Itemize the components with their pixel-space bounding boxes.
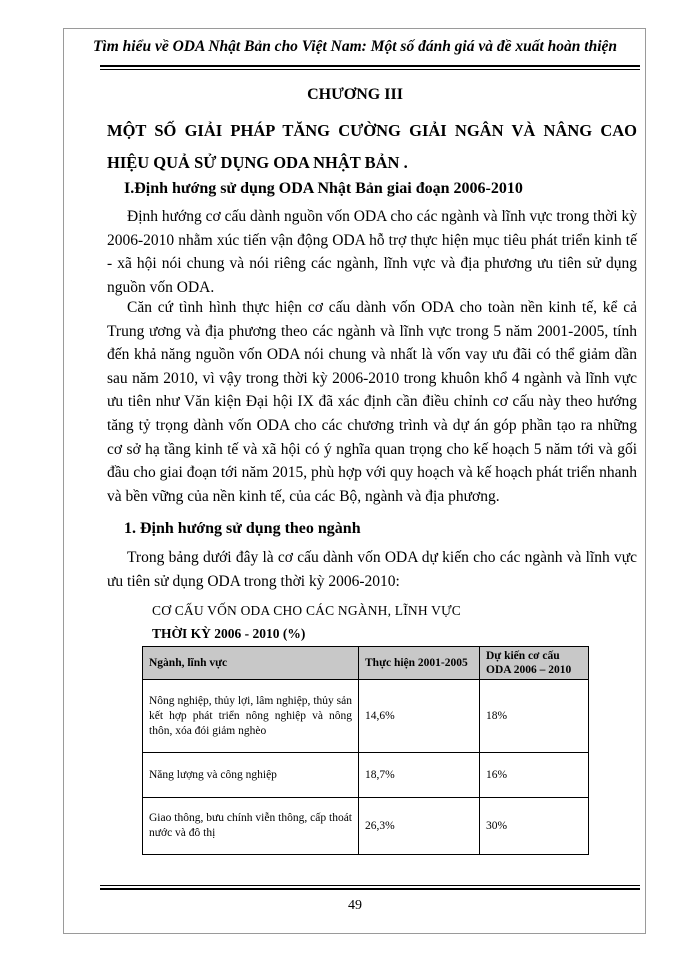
section-heading: I.Định hướng sử dụng ODA Nhật Bản giai đoạn 2006-2010 xyxy=(124,180,523,197)
intro-paragraph: Trong bảng dưới đây là cơ cấu dành vốn ODA dự kiến cho các ngành và lĩnh vực ưu tiên sử dụng ODA trong thời kỳ 2006-2010: xyxy=(107,549,637,590)
table-title: CƠ CẤU VỐN ODA CHO CÁC NGÀNH, LĨNH VỰC xyxy=(152,603,461,618)
page-number: 49 xyxy=(348,898,362,913)
table-header-row xyxy=(143,647,589,680)
cell-actual: 26,3% xyxy=(359,798,480,855)
header-sector: Ngành, lĩnh vực xyxy=(143,647,359,680)
main-heading: MỘT SỐ GIẢI PHÁP TĂNG CƯỜNG GIẢI NGÂN VÀ NÂNG CAO HIỆU QUẢ SỬ DỤNG ODA NHẬT BẢN . xyxy=(107,121,637,172)
cell-sector: Giao thông, bưu chính viễn thông, cấp thoát nước và đô thị xyxy=(143,798,359,855)
paragraph-1: Định hướng cơ cấu dành nguồn vốn ODA cho các ngành và lĩnh vực trong thời kỳ 2006-2010 nhằm xúc tiến vận động ODA hỗ trợ thực hiện mục tiêu phát triển kinh tế - xã hội nói chung và nói riêng các ngành, lĩnh vực và địa phương ưu tiên sử dụng nguồn vốn ODA. xyxy=(107,208,637,296)
cell-planned: 18% xyxy=(480,680,589,753)
cell-sector: Năng lượng và công nghiệp xyxy=(143,753,359,798)
paragraph-2: Căn cứ tình hình thực hiện cơ cấu dành vốn ODA cho toàn nền kinh tế, kể cả Trung ương và địa phương theo các ngành và lĩnh vực trong 5 năm 2001-2005, tính đến khả năng nguồn vốn ODA nói chung và nhất là vốn vay ưu đãi có thể giảm dần sau năm 2010, vì vậy trong thời kỳ 2006-2010 trong khuôn khổ 4 ngành và lĩnh vực ưu tiên như Văn kiện Đại hội IX đã xác định cần điều chỉnh cơ cấu này theo hướng tăng tỷ trọng dành vốn ODA cho các chương trình và dự án góp phần tạo ra những cơ sở hạ tầng kinh tế và xã hội có ý nghĩa quan trọng cho kế hoạch 5 năm tới và gối đầu cho giai đoạn tới năm 2015, phù hợp với quy hoạch và kế hoạch phát triển nhanh và bền vững của nền kinh tế, của các Bộ, ngành và địa phương. xyxy=(107,299,637,505)
header-actual: Thực hiện 2001-2005 xyxy=(359,647,480,680)
oda-table xyxy=(142,646,589,855)
cell-sector: Nông nghiệp, thủy lợi, lâm nghiệp, thủy sản kết hợp phát triển nông nghiệp và nông thôn, xóa đói giảm nghèo xyxy=(143,680,359,753)
header-planned: Dự kiến cơ cấu ODA 2006 – 2010 xyxy=(480,647,589,680)
table-subtitle: THỜI KỲ 2006 - 2010 (%) xyxy=(152,626,306,641)
chapter-title: CHƯƠNG III xyxy=(307,86,403,103)
table-row xyxy=(143,753,589,798)
sub-heading: 1. Định hướng sử dụng theo ngành xyxy=(124,520,361,537)
table-row xyxy=(143,798,589,855)
running-header: Tìm hiểu về ODA Nhật Bản cho Việt Nam: Một số đánh giá và đề xuất hoàn thiện xyxy=(92,38,618,55)
table-row xyxy=(143,680,589,753)
cell-actual: 18,7% xyxy=(359,753,480,798)
cell-planned: 16% xyxy=(480,753,589,798)
cell-actual: 14,6% xyxy=(359,680,480,753)
footer-rule xyxy=(100,885,640,890)
header-rule xyxy=(100,65,640,70)
cell-planned: 30% xyxy=(480,798,589,855)
